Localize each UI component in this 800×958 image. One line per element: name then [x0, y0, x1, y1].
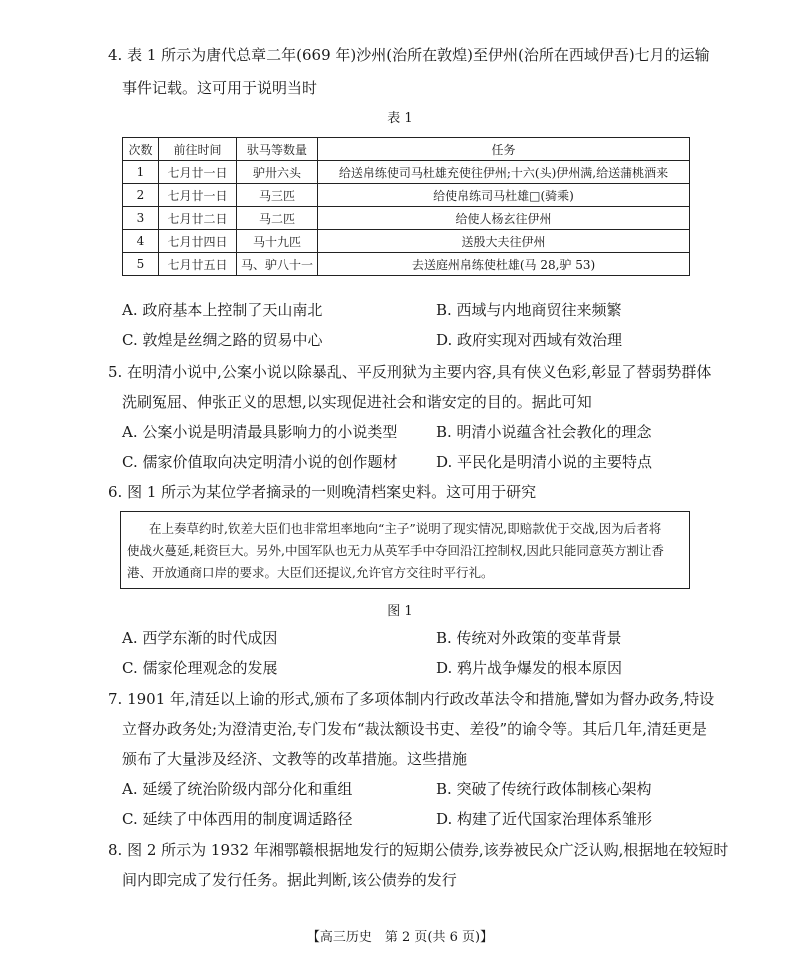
table-cell: 马二匹	[237, 207, 318, 230]
table-cell: 3	[123, 207, 159, 230]
q6-option-d[interactable]: D. 鸦片战争爆发的根本原因	[436, 659, 623, 677]
q6-option-c[interactable]: C. 儒家伦理观念的发展	[122, 659, 278, 677]
figure-caption: 图 1	[387, 604, 413, 619]
table-cell: 给送帛练使司马杜雄充使往伊州;十六(头)伊州满,给送蒲桃酒来	[318, 161, 690, 184]
table-cell: 送殷大夫往伊州	[318, 230, 690, 253]
table-row	[123, 253, 690, 276]
table-cell: 2	[123, 184, 159, 207]
q4-stem-line2: 事件记载。这可用于说明当时	[122, 79, 318, 97]
table-cell: 给使帛练司马杜雄□(骑乘)	[318, 184, 690, 207]
table-cell: 马十九匹	[237, 230, 318, 253]
table-cell: 给使人杨玄往伊州	[318, 207, 690, 230]
table-header: 前往时间	[159, 138, 237, 161]
q7-option-d[interactable]: D. 构建了近代国家治理体系雏形	[436, 810, 653, 828]
table-header-row	[123, 138, 690, 161]
q7-stem-line3: 颁布了大量涉及经济、文教等的改革措施。这些措施	[122, 750, 468, 768]
q5-option-c[interactable]: C. 儒家价值取向决定明清小说的创作题材	[122, 453, 398, 471]
table-cell: 马三匹	[237, 184, 318, 207]
excerpt-line: 在上奏草约时,钦差大臣们也非常坦率地向“主子”说明了现实情况,即赔款优于交战,因为后者将	[149, 521, 662, 536]
q4-option-d[interactable]: D. 政府实现对西域有效治理	[436, 331, 623, 349]
table-row	[123, 207, 690, 230]
table-header: 次数	[123, 138, 159, 161]
table-row	[123, 230, 690, 253]
q7-option-a[interactable]: A. 延缓了统治阶级内部分化和重组	[122, 780, 353, 798]
q4-option-c[interactable]: C. 敦煌是丝绸之路的贸易中心	[122, 331, 323, 349]
transport-table	[122, 137, 690, 276]
table-cell: 七月廿四日	[159, 230, 237, 253]
table-cell: 七月廿一日	[159, 161, 237, 184]
excerpt-line: 港、开放通商口岸的要求。大臣们还提议,允许官方交往时平行礼。	[127, 565, 494, 580]
page-footer: 【高三历史 第 2 页(共 6 页)】	[306, 930, 494, 945]
table-cell: 马、驴八十一	[237, 253, 318, 276]
table-row	[123, 184, 690, 207]
q6-option-b[interactable]: B. 传统对外政策的变革背景	[436, 629, 622, 647]
q7-option-b[interactable]: B. 突破了传统行政体制核心架构	[436, 780, 652, 798]
q5-option-a[interactable]: A. 公案小说是明清最具影响力的小说类型	[122, 423, 398, 441]
q7-option-c[interactable]: C. 延续了中体西用的制度调适路径	[122, 810, 353, 828]
excerpt-line: 使战火蔓延,耗资巨大。另外,中国军队也无力从英军手中夺回沿江控制权,因此只能同意英方割让香	[127, 543, 664, 558]
q5-stem-line1: 5. 在明清小说中,公案小说以除暴乱、平反刑狱为主要内容,具有侠义色彩,彰显了替弱势群体	[108, 363, 712, 381]
table-caption: 表 1	[387, 111, 413, 126]
q6-stem: 6. 图 1 所示为某位学者摘录的一则晚清档案史料。这可用于研究	[108, 483, 537, 501]
archive-excerpt-box	[120, 511, 690, 589]
q7-stem-line2: 立督办政务处;为澄清吏治,专门发布“裁汰额设书吏、差役”的谕令等。其后几年,清廷更是	[122, 720, 707, 738]
table-cell: 1	[123, 161, 159, 184]
q5-option-d[interactable]: D. 平民化是明清小说的主要特点	[436, 453, 653, 471]
q7-stem-line1: 7. 1901 年,清廷以上谕的形式,颁布了多项体制内行政改革法令和措施,譬如为督办政务,特设	[108, 690, 715, 708]
q6-option-a[interactable]: A. 西学东渐的时代成因	[122, 629, 278, 647]
table-cell: 5	[123, 253, 159, 276]
table-cell: 七月廿一日	[159, 184, 237, 207]
table-header: 任务	[318, 138, 690, 161]
table-cell: 4	[123, 230, 159, 253]
table-row	[123, 161, 690, 184]
q8-stem-line1: 8. 图 2 所示为 1932 年湘鄂赣根据地发行的短期公债券,该券被民众广泛认购,根据地在较短时	[108, 841, 729, 859]
q4-option-a[interactable]: A. 政府基本上控制了天山南北	[122, 301, 323, 319]
table-cell: 七月廿五日	[159, 253, 237, 276]
table-header: 驮马等数量	[237, 138, 318, 161]
table-cell: 驴卅六头	[237, 161, 318, 184]
table-cell: 去送庭州帛练使杜雄(马 28,驴 53)	[318, 253, 690, 276]
q5-option-b[interactable]: B. 明清小说蕴含社会教化的理念	[436, 423, 652, 441]
q4-stem-line1: 4. 表 1 所示为唐代总章二年(669 年)沙州(治所在敦煌)至伊州(治所在西域伊吾)七月的运输	[108, 46, 710, 64]
q5-stem-line2: 洗刷冤屈、伸张正义的思想,以实现促进社会和谐安定的目的。据此可知	[122, 393, 592, 411]
q8-stem-line2: 间内即完成了发行任务。据此判断,该公债券的发行	[122, 871, 457, 889]
table-cell: 七月廿二日	[159, 207, 237, 230]
q4-option-b[interactable]: B. 西域与内地商贸往来频繁	[436, 301, 622, 319]
